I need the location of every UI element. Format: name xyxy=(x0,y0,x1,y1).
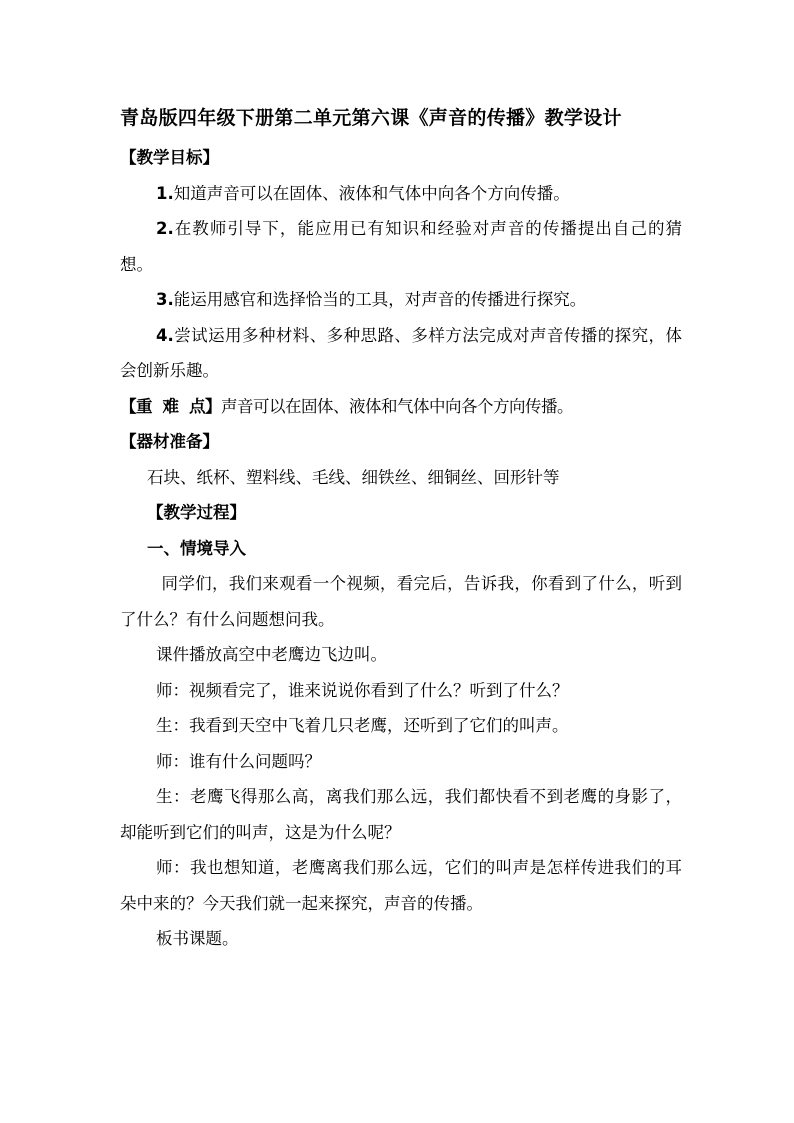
objectives-heading: 【教学目标】 xyxy=(120,148,219,167)
objective-item xyxy=(120,176,682,212)
objective-text: 能运用感官和选择恰当的工具，对声音的传播进行探究。 xyxy=(173,290,587,309)
key-points-line xyxy=(120,389,682,425)
objective-item xyxy=(120,318,682,389)
materials-heading: 【器材准备】 xyxy=(120,432,219,451)
objective-number: 2. xyxy=(156,219,174,238)
key-points-heading: 【重 难 点】 xyxy=(120,396,221,416)
body-paragraph: 同学们，我们来观看一个视频，看完后，告诉我，你看到了什么，听到了什么？有什么问题想问我。 xyxy=(120,574,682,629)
body-paragraph: 师：视频看完了，谁来说说你看到了什么？听到了什么？ xyxy=(156,680,569,700)
objective-text: 知道声音可以在固体、液体和气体中向各个方向传播。 xyxy=(173,183,570,203)
body-paragraph: 生：老鹰飞得那么高，离我们那么远，我们都快看不到老鹰的身影了，却能听到它们的叫声，这是为什么呢？ xyxy=(120,787,682,842)
objective-text: 尝试运用多种材料、多种思路、多样方法完成对声音传播的探究，体会创新乐趣。 xyxy=(120,325,682,380)
section-one-heading: 一、情境导入 xyxy=(147,538,246,558)
body-paragraph: 师：我也想知道，老鹰离我们那么远，它们的叫声是怎样传进我们的耳朵中来的？今天我们就一起来探究，声音的传播。 xyxy=(120,858,682,913)
body-paragraph: 师：谁有什么问题吗？ xyxy=(156,751,321,771)
document-body xyxy=(120,104,682,957)
body-paragraph: 生：我看到天空中飞着几只老鹰，还听到了它们的叫声。 xyxy=(156,716,569,735)
body-paragraph: 课件播放高空中老鹰边飞边叫。 xyxy=(156,645,387,664)
key-points-text: 声音可以在固体、液体和气体中向各个方向传播。 xyxy=(220,396,573,416)
objective-number: 4. xyxy=(156,325,174,345)
objective-item xyxy=(120,282,682,318)
body-paragraph: 板书课题。 xyxy=(156,929,239,948)
materials-text: 石块、纸杯、塑料线、毛线、细铁丝、细铜丝、回形针等 xyxy=(147,467,560,487)
objective-number: 3. xyxy=(156,290,174,309)
document-title: 青岛版四年级下册第二单元第六课《声音的传播》教学设计 xyxy=(120,107,622,129)
process-heading: 【教学过程】 xyxy=(147,503,246,522)
objective-item xyxy=(120,211,682,282)
objective-text: 在教师引导下，能应用已有知识和经验对声音的传播提出自己的猜想。 xyxy=(120,219,682,274)
objective-number: 1. xyxy=(156,183,174,203)
